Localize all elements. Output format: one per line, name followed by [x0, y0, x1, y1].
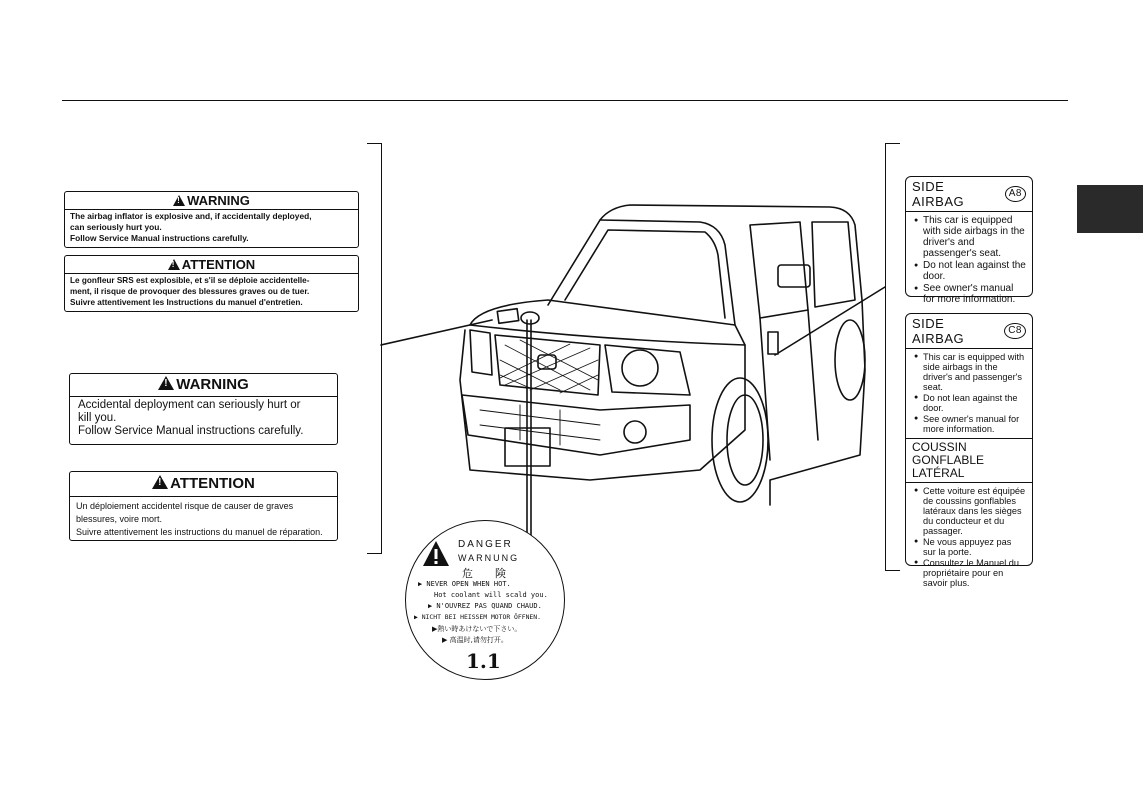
- label-title: SIDE AIRBAG: [912, 316, 965, 346]
- radiator-cap-danger-label: [405, 520, 565, 680]
- label-text: Follow Service Manual instructions carefully.: [70, 233, 249, 243]
- label-text: Le gonfleur SRS est explosible, et s'il se déploie accidentelle-: [70, 276, 310, 285]
- rear-wheel: [835, 320, 865, 400]
- list-item: ● Do not lean against the door.: [914, 393, 1026, 413]
- danger-line: ▶熱い時あけないで下さい。: [432, 625, 522, 633]
- label-text: Suivre attentivement les Instructions du manuel d'entretien.: [70, 298, 303, 307]
- label-text: Accidental deployment can seriously hurt or: [78, 399, 301, 411]
- list-item: ● Cette voiture est équipée de coussins gonflables latéraux dans les sièges du conducteur et du passager.: [914, 486, 1026, 536]
- list-item: ● Do not lean against the door.: [914, 260, 1026, 282]
- hood-label-marker: [497, 309, 518, 324]
- danger-line: ▶ NEVER OPEN WHEN HOT.: [418, 580, 511, 588]
- danger-line: ▶ 高温时,请勿打开。: [442, 636, 508, 644]
- danger-line: ▶ N'OUVREZ PAS QUAND CHAUD.: [428, 602, 542, 610]
- fog-light: [624, 421, 646, 443]
- list-item: ● This car is equipped with side airbags in the driver's and passenger's seat.: [914, 352, 1026, 392]
- label-text: blessures, voire mort.: [76, 514, 163, 524]
- cap-rating: 1.1: [466, 649, 501, 673]
- label-title-fr: COUSSIN GONFLABLE: [912, 440, 985, 467]
- leader-line: [775, 287, 885, 355]
- kiken-text: 危 険: [462, 567, 506, 580]
- side-window: [750, 222, 808, 318]
- danger-line: ▶ NICHT BEI HEISSEM MOTOR ÖFFNEN.: [414, 613, 541, 621]
- rear-side-window: [812, 222, 855, 307]
- list-item: ● See owner's manual for more information.: [914, 414, 1026, 434]
- warning-label-deployment-en: !WARNING Accidental deployment can seriously hurt or kill you. Follow Service Manual instructions carefully.: [69, 373, 338, 445]
- label-text: ment, il risque de provoquer des blessures graves ou de tuer.: [70, 287, 310, 296]
- attention-label-deployment-fr: !ATTENTION Un déploiement accidentel risque de causer de graves blessures, voire mort. Suivre attentivement les instructions du manuel de réparation.: [69, 471, 338, 541]
- label-text: can seriously hurt you.: [70, 222, 162, 232]
- list-item: ● Consultez le Manuel du propriétaire pour en savoir plus.: [914, 558, 1026, 588]
- headlight-lens-right: [622, 350, 658, 386]
- label-title-fr: LATÉRAL: [912, 466, 965, 480]
- label-code: C8: [1004, 323, 1026, 339]
- label-text: kill you.: [78, 412, 117, 424]
- attention-label-inflator-fr: !ATTENTION Le gonfleur SRS est explosible, et s'il se déploie accidentelle- ment, il risque de provoquer des blessures graves ou de tuer. Suivre attentivement les Instructions du manuel d'entretien.: [64, 255, 359, 312]
- label-code: A8: [1005, 186, 1026, 202]
- radiator-cap-marker: [521, 312, 539, 324]
- list-item: ● See owner's manual for more information.: [914, 283, 1026, 305]
- label-text: Suivre attentivement les instructions du manuel de réparation.: [76, 527, 323, 537]
- grille-mesh: [500, 340, 598, 393]
- warning-label-inflator-en: !WARNING The airbag inflator is explosive and, if accidentally deployed, can seriously hurt you. Follow Service Manual instructions carefully.: [64, 191, 359, 248]
- list-item: ● Ne vous appuyez pas sur la porte.: [914, 537, 1026, 557]
- danger-text: DANGER: [458, 539, 513, 550]
- label-text: Un déploiement accidentel risque de causer de graves: [76, 501, 294, 511]
- headlight-left: [470, 330, 492, 375]
- label-text: The airbag inflator is explosive and, if accidentally deployed,: [70, 211, 312, 221]
- side-airbag-label-marker: [768, 332, 778, 354]
- list-item: ● This car is equipped with side airbags in the driver's and passenger's seat.: [914, 215, 1026, 259]
- warnung-text: WARNUNG: [458, 553, 520, 563]
- hood: [470, 300, 745, 345]
- leader-line: [381, 320, 492, 345]
- bumper: [462, 395, 690, 455]
- danger-line: Hot coolant will scald you.: [434, 591, 548, 599]
- label-title: SIDE AIRBAG: [912, 179, 965, 209]
- label-text: Follow Service Manual instructions carefully.: [78, 425, 304, 437]
- warning-triangle-icon: [421, 539, 451, 569]
- front-fascia: [460, 330, 745, 480]
